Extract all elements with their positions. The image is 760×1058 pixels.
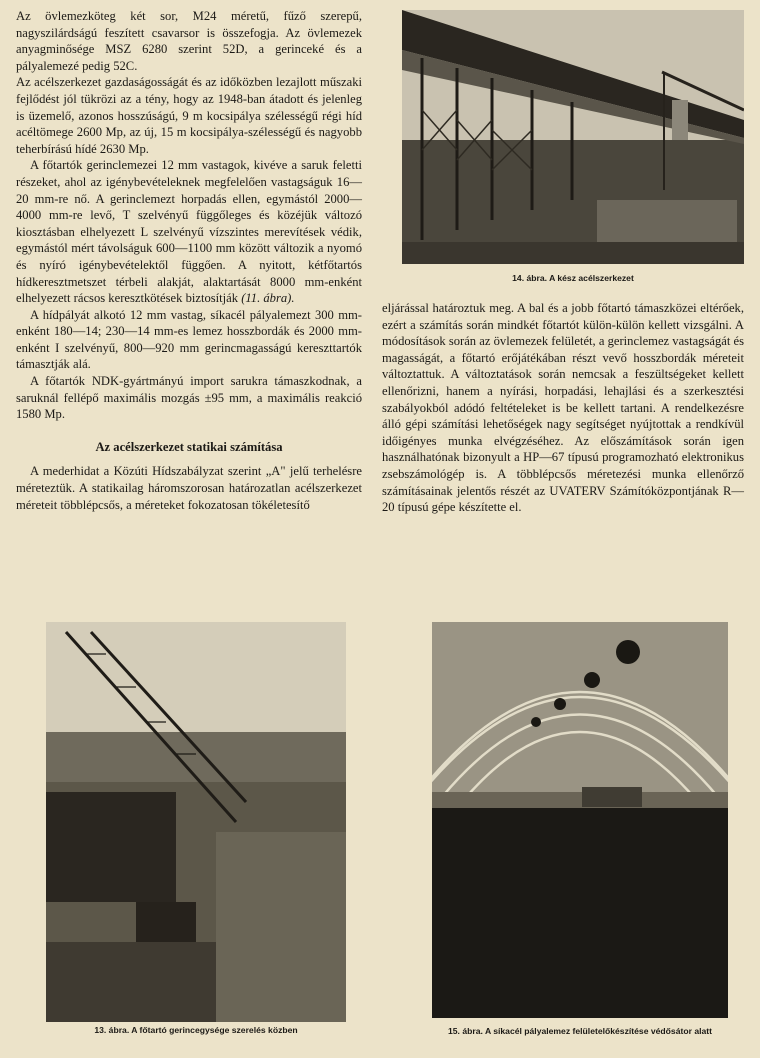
paragraph-text: A főtartók gerinclemezei 12 mm vastagok, kivéve a saruk feletti részeket, ahol az igénybevételeknek megfelelően vastagságuk 16—20 mm-re nő. A gerinclemezt horpadás ellen, egymástól 2000—4000 mm-re levő, T szelvényű függőleges és közéjük változó kiosztásban elhelyezett L szelvényű vízszintes merevítések védik, egymástól mért távolságuk 600—1100 mm között változik a nyomó és nyíró igénybevételektől függően. A nyitott, kétfőtartós hídkeresztmetszet térbeli alakját, alaktartását 8000 mm-enként elhelyezett rácsos keresztkötések biztosítják: [16, 158, 362, 306]
figure-14-caption: 14. ábra. A kész acélszerkezet: [512, 273, 634, 283]
right-text-column: [382, 300, 744, 516]
figure-reference: (11. ábra).: [241, 291, 295, 306]
paragraph: A főtartók NDK-gyártmányú import sarukra támaszkodnak, a saruknál fellépő maximális mozgás ±95 mm, a maximális reakció 1580 Mp.: [16, 374, 362, 422]
paragraph: eljárással határoztuk meg. A bal és a jobb főtartó támaszközei eltérőek, ezért a számítás során mindkét főtartót külön-külön kellett vizsgálni. A módosítások során az övlemezek felületét, a gerinclemez vastagságát és magasságát, a főtartó erőjátékában részt vevő hosszbordák méreteit változtattuk. A változtatások során nemcsak a feszültségeket kellett ellenőrizni, hanem a nyírási, horpadási, lehajlási és a szerkesztési szabályokból adódó feltételeket is be kellett tartani. A rendelkezésre álló gépi számítási lehetőségek nagy segítséget nyújtottak a rendkívül időigényes munka elvégzéséhez. Az előszámítások során igen használhatónak bizonyult a HP—67 típusú programozható elektronikus zsebszámológép is. A többlépcsős méretezési munka ellenőrző számításainak jelentős részét az UVATERV Számítóközpontjának R—20 típusú gépe készítette el.: [382, 301, 744, 515]
paragraph: Az acélszerkezet gazdaságosságát és az időközben lezajlott műszaki fejlődést jól tükrözi az a tény, hogy az 1948-ban átadott és jelenleg is üzemelő, azonos hosszúságú, 9 m kocsipálya szélességű régi híd acéltömege 2600 Mp, az új, 15 m kocsipálya-szélességű és nagyobb teherbírású hídé 2630 Mp.: [16, 75, 362, 156]
figure-14-photo: [402, 10, 744, 264]
section-heading: Az acélszerkezet statikai számítása: [95, 439, 283, 454]
figure-13-caption: 13. ábra. A főtartó gerincegysége szerelés közben: [94, 1025, 298, 1035]
figure-15-caption: 15. ábra. A síkacél pályalemez felületelőkészítése védősátor alatt: [448, 1026, 712, 1036]
left-text-column: [16, 8, 362, 513]
paragraph: A mederhidat a Közúti Hídszabályzat szerint „A" jelű terhelésre méreteztük. A statikailag háromszorosan határozatlan acélszerkezet méreteit többlépcsős, a méreteket fokozatosan tökéletesítő: [16, 464, 362, 512]
paragraph: Az övlemezköteg két sor, M24 méretű, fűző szerepű, nagyszilárdságú feszített csavarsor is összefogja. Az övlemezek anyagminősége MSZ 6280 szerint 52D, a gerinceké és a pályalemezé pedig 52C.: [16, 9, 362, 73]
paragraph: [16, 157, 362, 306]
figure-15-photo: [432, 622, 728, 1018]
figure-13-photo: [46, 622, 346, 1022]
paragraph: A hídpályát alkotó 12 mm vastag, síkacél pályalemezt 300 mm-enként 180—14; 230—14 mm-es lemez hosszbordák és 2000 mm-enként I szelvényű, 800—920 mm gerincmagasságú kereszttartók támasztják alá.: [16, 307, 362, 372]
